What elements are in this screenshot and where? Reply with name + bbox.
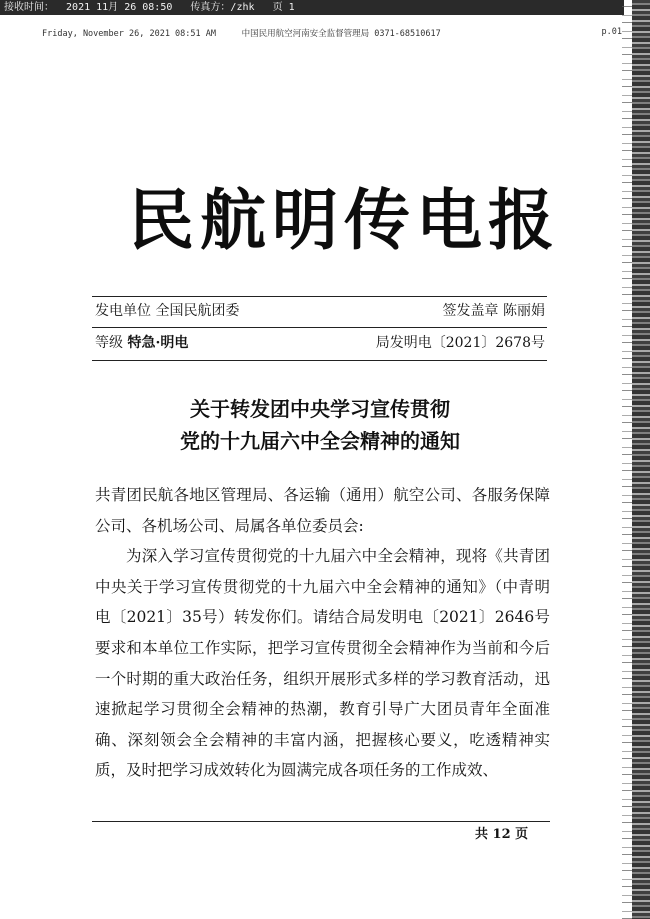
fax-transmission-strip: 接收时间： 2021 11月 26 08:50 传真方：/zhk 页 1 bbox=[0, 0, 624, 15]
masthead-title: 民航明传电报 bbox=[128, 181, 560, 259]
signer-label: 签发盖章 bbox=[442, 303, 499, 319]
notice-title-line-1: 关于转发团中央学习宣传贯彻 bbox=[190, 397, 450, 421]
fax-datetime-sender bbox=[42, 27, 441, 39]
fax-datetime: Friday, November 26, 2021 08:51 AM bbox=[42, 29, 216, 39]
addressee: 共青团民航各地区管理局、各运输（通用）航空公司、各服务保障公司、各机场公司、局属各单位委员会: bbox=[95, 486, 550, 535]
footer-rule bbox=[92, 821, 550, 822]
masthead-rule bbox=[92, 296, 547, 297]
grade-row bbox=[95, 333, 545, 353]
notice-title-line-2: 党的十九届六中全会精神的通知 bbox=[180, 429, 460, 453]
sender-unit bbox=[95, 301, 239, 321]
signer-value: 陈丽娟 bbox=[503, 303, 545, 319]
meta-divider bbox=[92, 327, 547, 328]
sender-unit-value: 全国民航团委 bbox=[155, 303, 240, 319]
scan-edge-noise bbox=[632, 0, 650, 919]
sender-unit-label: 发电单位 bbox=[95, 303, 151, 319]
sender-row bbox=[95, 301, 545, 321]
notice-body bbox=[95, 480, 550, 786]
fax-page: p.01 bbox=[601, 27, 622, 37]
grade-label: 等级 bbox=[95, 335, 123, 351]
document-number: 局发明电〔2021〕2678号 bbox=[375, 335, 545, 351]
meta-bottom-rule bbox=[92, 360, 547, 361]
grade bbox=[95, 333, 188, 353]
signer bbox=[443, 301, 545, 321]
fax-sender: 中国民用航空河南安全监督管理局 0371-68510617 bbox=[241, 29, 441, 39]
body-paragraph: 为深入学习宣传贯彻党的十九届六中全会精神，现将《共青团中央关于学习宣传贯彻党的十九届六中全会精神的通知》（中青明电〔2021〕35号）转发你们。请结合局发明电〔2021〕2646号要求和本单位工作实际，把学习宣传贯彻全会精神作为当前和今后一个时期的重大政治任务，组织开展形式多样的学习教育活动，迅速掀起学习贯彻全会精神的热潮，教育引导广大团员青年全面准确、深刻领会全会精神的丰富内涵，把握核心要义，吃透精神实质，及时把学习成效转化为圆满完成各项任务的工作成效、 bbox=[95, 547, 550, 780]
page-count: 共 12 页 bbox=[475, 827, 529, 842]
grade-value: 特急·明电 bbox=[127, 335, 189, 351]
scan-edge-noise-inner bbox=[622, 0, 632, 919]
